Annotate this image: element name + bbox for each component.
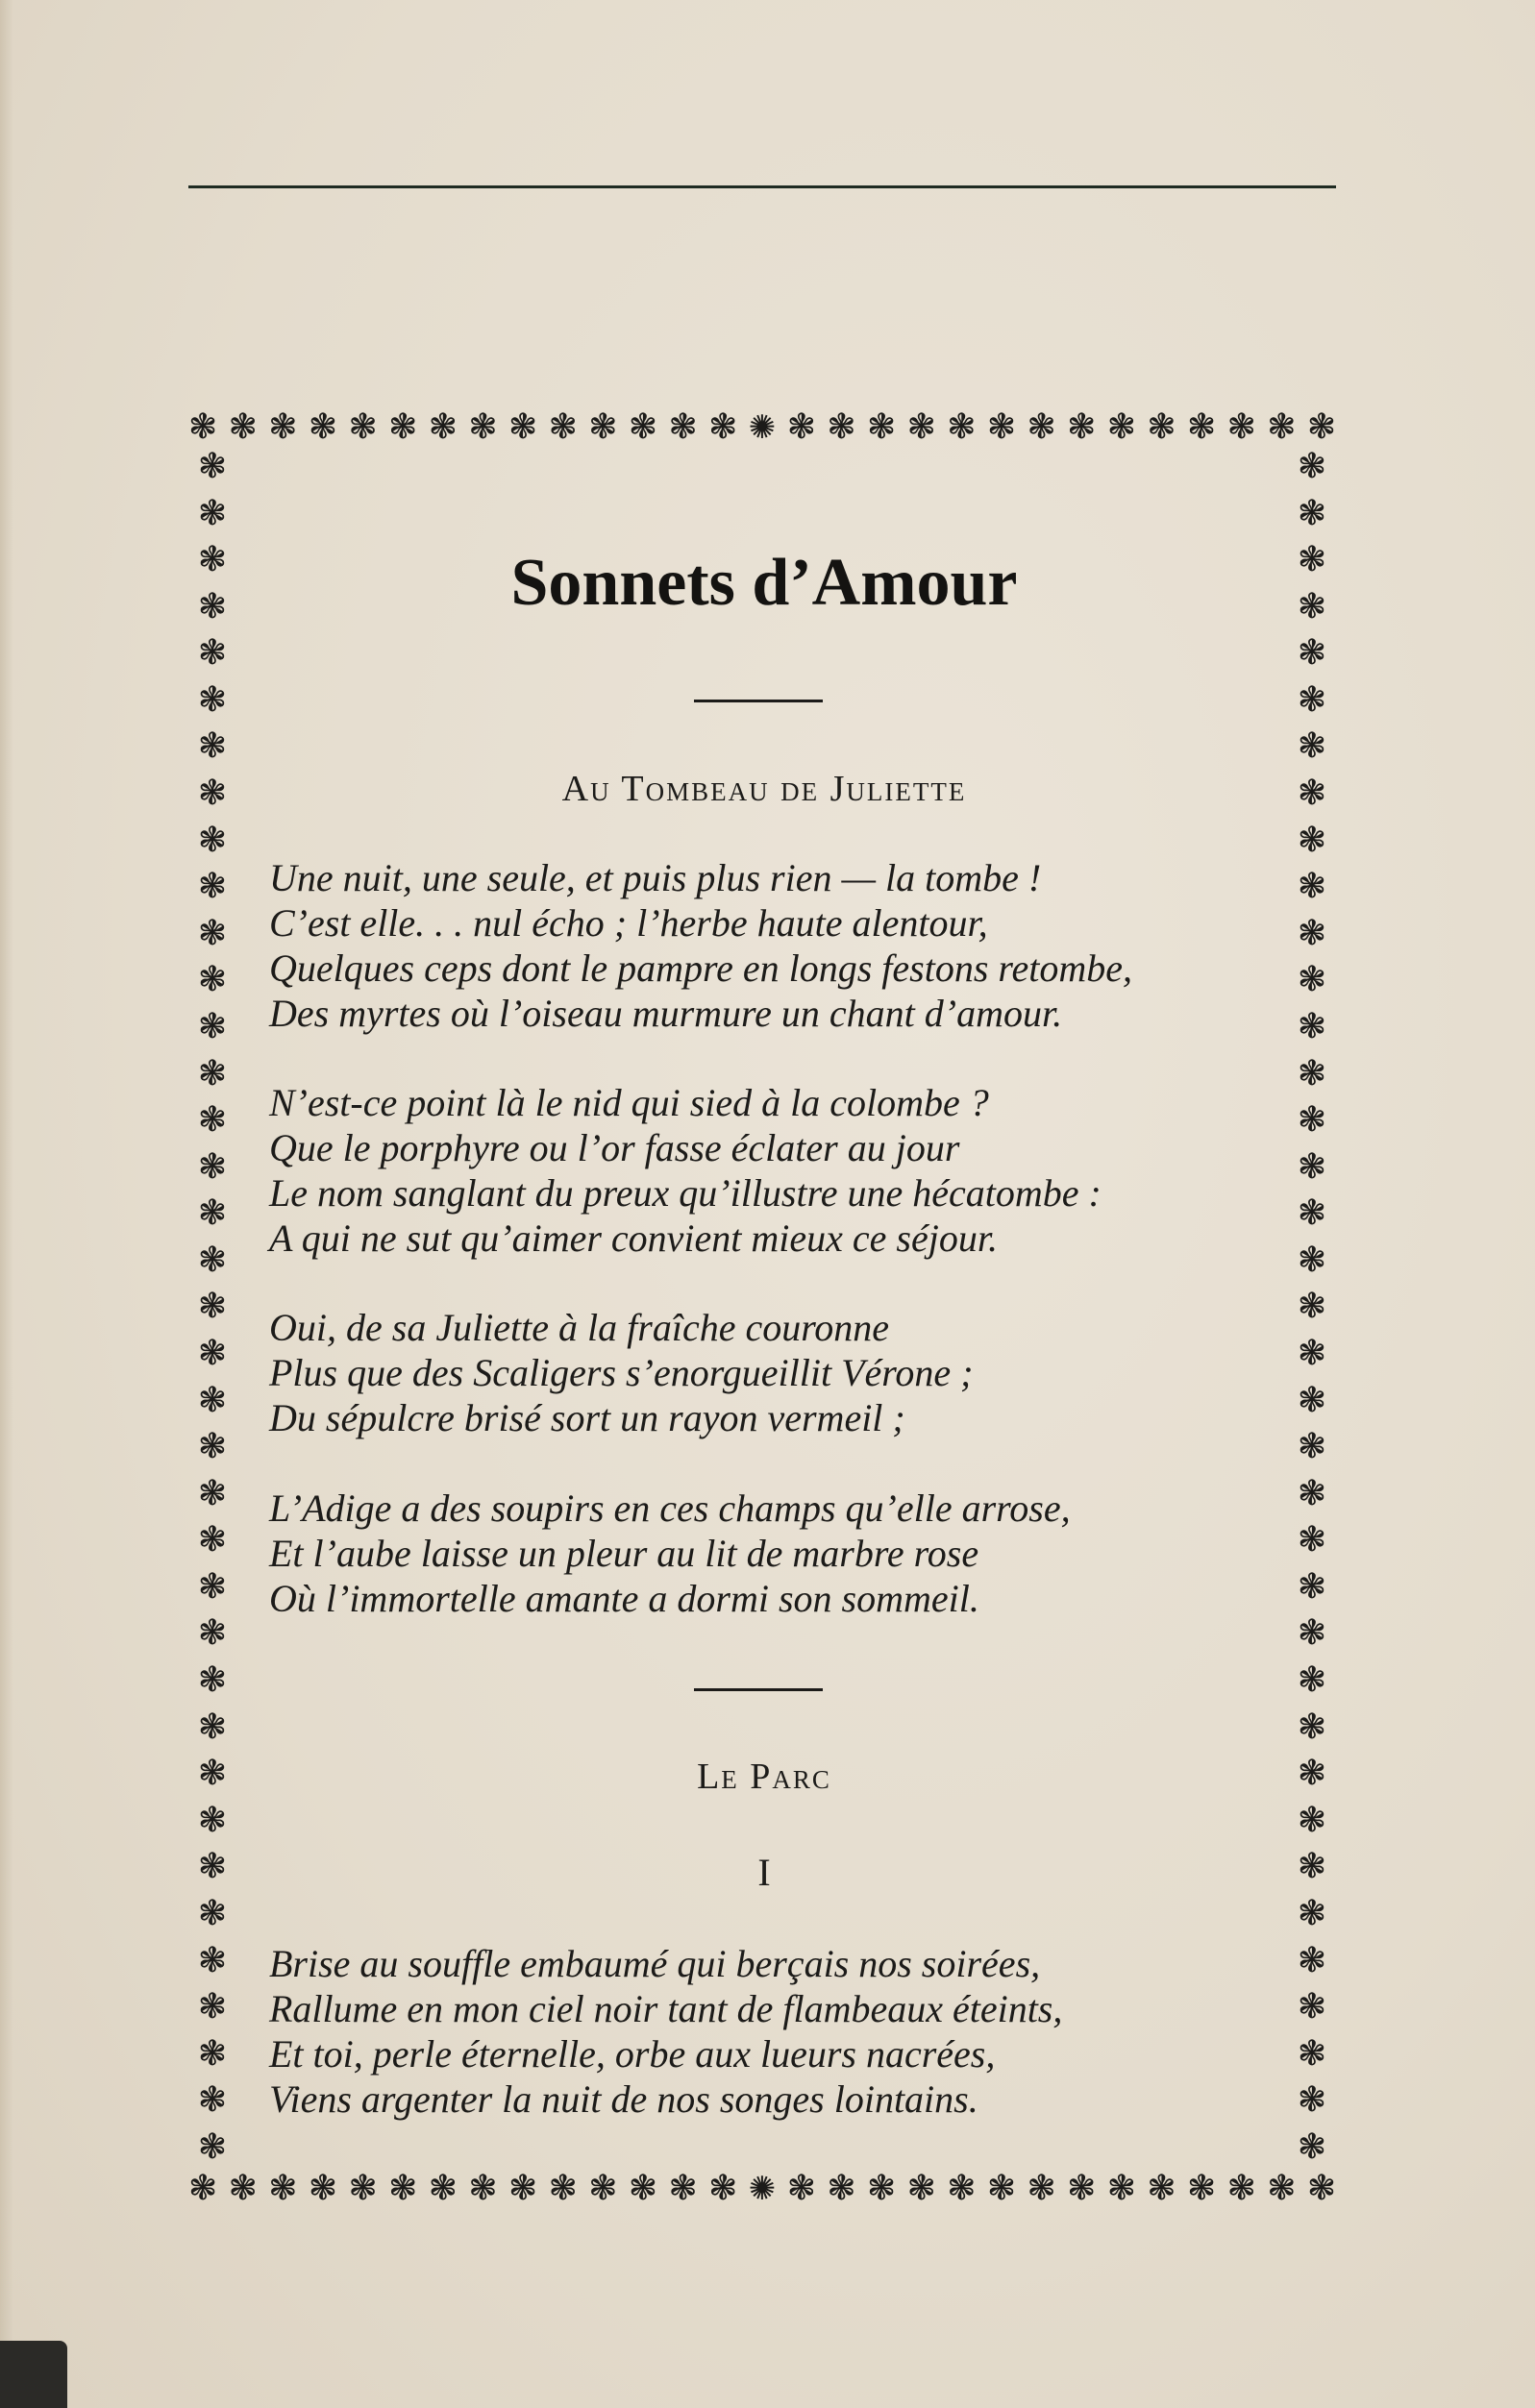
section-heading-tombeau: Au Tombeau de Juliette [561,769,967,809]
fleuron-icon: ❃ [197,679,228,720]
fleuron-icon: ❃ [906,2169,936,2208]
fleuron-icon: ❃ [588,2169,618,2208]
verse-line: A qui ne sut qu’aimer convient mieux ce séjour. [269,1216,998,1260]
fleuron-icon: ❃ [1027,407,1056,447]
fleuron-icon: ❃ [197,820,228,860]
fleuron-icon: ❃ [197,1800,228,1840]
fleuron-icon: ❃ [1297,586,1327,627]
sonnet-stanza-1 [269,855,1259,1036]
fleuron-icon: ❃ [197,867,228,907]
fleuron-icon: ❃ [1186,407,1217,447]
fleuron-icon: ❃ [197,1893,228,1933]
fleuron-icon: ❃ [197,447,228,486]
ornament-border-top [188,404,1336,452]
fleuron-icon: ❃ [1297,1754,1327,1794]
fleuron-icon: ❃ [1226,407,1256,447]
fleuron-icon: ❃ [188,407,218,447]
fleuron-icon: ❃ [197,1987,228,2027]
fleuron-icon: ❃ [1267,407,1297,447]
sonnet-stanza-3 [269,1305,1259,1440]
fleuron-icon: ❃ [197,493,228,533]
fleuron-icon: ❃ [628,2169,658,2208]
verse-line: Que le porphyre ou l’or fasse éclater au jour [269,1126,960,1169]
fleuron-icon: ❃ [197,1940,228,1980]
verse-line: Et toi, perle éternelle, orbe aux lueurs nacrées, [269,2032,996,2076]
fleuron-icon: ❃ [786,2169,816,2208]
fleuron-icon: ❃ [1297,447,1327,486]
fleuron-icon: ❃ [388,407,418,447]
star-icon: ✺ [748,2170,777,2208]
fleuron-icon: ❃ [1297,1520,1327,1560]
verse-line: L’Adige a des soupirs en ces champs qu’elle arrose, [269,1487,1071,1530]
fleuron-icon: ❃ [1186,2169,1217,2208]
fleuron-icon: ❃ [1297,493,1327,533]
fleuron-icon: ❃ [197,774,228,814]
fleuron-icon: ❃ [1297,1847,1327,1887]
verse-line: Du sépulcre brisé sort un rayon vermeil ; [269,1396,905,1439]
page-edge-shadow [0,0,13,2408]
fleuron-icon: ❃ [197,913,228,953]
fleuron-icon: ❃ [1297,1427,1327,1467]
fleuron-icon: ❃ [197,1660,228,1701]
fleuron-icon: ❃ [197,540,228,580]
fleuron-icon: ❃ [228,407,258,447]
fleuron-icon: ❃ [986,2169,1016,2208]
fleuron-icon: ❃ [228,2169,258,2208]
fleuron-icon: ❃ [348,2169,378,2208]
fleuron-icon: ❃ [866,407,897,447]
fleuron-icon: ❃ [1067,407,1097,447]
fleuron-icon: ❃ [1297,1987,1327,2027]
fleuron-icon: ❃ [1297,1006,1327,1046]
fleuron-icon: ❃ [197,726,228,767]
fleuron-icon: ❃ [1297,2126,1327,2167]
sonnet-stanza-2 [269,1080,1259,1261]
fleuron-icon: ❃ [986,407,1016,447]
fleuron-icon: ❃ [197,1754,228,1794]
ornament-border-bottom [188,2165,1336,2213]
fleuron-icon: ❃ [1297,726,1327,767]
fleuron-icon: ❃ [866,2169,897,2208]
fleuron-icon: ❃ [1297,1380,1327,1420]
fleuron-icon: ❃ [1106,407,1136,447]
fleuron-icon: ❃ [197,1566,228,1607]
verse-line: Rallume en mon ciel noir tant de flambeaux éteints, [269,1987,1063,2030]
fleuron-icon: ❃ [308,2169,338,2208]
section-divider [694,1688,823,1691]
parc-stanza-1 [269,1941,1259,2122]
fleuron-icon: ❃ [786,407,816,447]
verse-line: Quelques ceps dont le pampre en longs festons retombe, [269,946,1132,990]
fleuron-icon: ❃ [1067,2169,1097,2208]
fleuron-icon: ❃ [197,2080,228,2121]
fleuron-icon: ❃ [1297,1287,1327,1327]
page-title: Sonnets d’Amour [510,546,1018,620]
fleuron-icon: ❃ [1297,1800,1327,1840]
fleuron-icon: ❃ [1297,1940,1327,1980]
verse-line: Une nuit, une seule, et puis plus rien — la tombe ! [269,856,1042,899]
verse-line: Des myrtes où l’oiseau murmure un chant d’amour. [269,992,1063,1035]
fleuron-icon: ❃ [548,407,578,447]
fleuron-icon: ❃ [348,407,378,447]
fleuron-icon: ❃ [308,407,338,447]
section-heading-parc: Le Parc [697,1757,831,1797]
fleuron-icon: ❃ [197,1707,228,1747]
fleuron-icon: ❃ [1297,820,1327,860]
fleuron-icon: ❃ [1226,2169,1256,2208]
fleuron-icon: ❃ [1297,913,1327,953]
fleuron-icon: ❃ [197,633,228,674]
fleuron-icon: ❃ [1297,540,1327,580]
fleuron-icon: ❃ [188,2169,218,2208]
fleuron-icon: ❃ [947,407,977,447]
verse-line: C’est elle. . . nul écho ; l’herbe haute alentour, [269,901,988,945]
fleuron-icon: ❃ [197,2033,228,2074]
ornament-border-right [1288,447,1336,2167]
verse-line: Viens argenter la nuit de nos songes lointains. [269,2077,978,2121]
fleuron-icon: ❃ [827,407,856,447]
fleuron-icon: ❃ [197,1333,228,1373]
fleuron-icon: ❃ [708,407,738,447]
fleuron-icon: ❃ [197,2126,228,2167]
fleuron-icon: ❃ [827,2169,856,2208]
fleuron-icon: ❃ [1297,774,1327,814]
fleuron-icon: ❃ [428,2169,458,2208]
fleuron-icon: ❃ [1297,679,1327,720]
fleuron-icon: ❃ [1147,2169,1176,2208]
fleuron-icon: ❃ [1297,1566,1327,1607]
fleuron-icon: ❃ [388,2169,418,2208]
fleuron-icon: ❃ [197,586,228,627]
page-corner-shadow [0,2341,67,2408]
fleuron-icon: ❃ [197,1053,228,1093]
fleuron-icon: ❃ [197,1240,228,1280]
fleuron-icon: ❃ [628,407,658,447]
fleuron-icon: ❃ [268,407,298,447]
fleuron-icon: ❃ [468,2169,498,2208]
fleuron-icon: ❃ [1306,2169,1336,2208]
fleuron-icon: ❃ [668,2169,698,2208]
fleuron-icon: ❃ [197,1287,228,1327]
fleuron-icon: ❃ [1306,407,1336,447]
fleuron-icon: ❃ [1297,867,1327,907]
verse-line: N’est-ce point là le nid qui sied à la colombe ? [269,1081,989,1124]
fleuron-icon: ❃ [197,960,228,1000]
fleuron-icon: ❃ [197,1473,228,1513]
fleuron-icon: ❃ [197,1100,228,1141]
fleuron-icon: ❃ [1297,1146,1327,1187]
fleuron-icon: ❃ [1147,407,1176,447]
fleuron-icon: ❃ [197,1146,228,1187]
fleuron-icon: ❃ [508,2169,538,2208]
fleuron-icon: ❃ [947,2169,977,2208]
fleuron-icon: ❃ [1297,2080,1327,2121]
fleuron-icon: ❃ [197,1613,228,1654]
fleuron-icon: ❃ [1297,2033,1327,2074]
fleuron-icon: ❃ [1297,633,1327,674]
verse-line: Oui, de sa Juliette à la fraîche couronne [269,1306,890,1349]
fleuron-icon: ❃ [1267,2169,1297,2208]
fleuron-icon: ❃ [1297,1473,1327,1513]
fleuron-icon: ❃ [708,2169,738,2208]
verse-line: Brise au souffle embaumé qui berçais nos soirées, [269,1942,1041,1985]
fleuron-icon: ❃ [1297,1333,1327,1373]
fleuron-icon: ❃ [197,1520,228,1560]
fleuron-icon: ❃ [197,1427,228,1467]
title-divider [694,700,823,702]
fleuron-icon: ❃ [197,1380,228,1420]
poem-numeral: I [757,1851,771,1894]
fleuron-icon: ❃ [1297,1240,1327,1280]
fleuron-icon: ❃ [1027,2169,1056,2208]
fleuron-icon: ❃ [1297,1893,1327,1933]
fleuron-icon: ❃ [268,2169,298,2208]
fleuron-icon: ❃ [468,407,498,447]
fleuron-icon: ❃ [197,1006,228,1046]
fleuron-icon: ❃ [197,1847,228,1887]
fleuron-icon: ❃ [508,407,538,447]
fleuron-icon: ❃ [588,407,618,447]
fleuron-icon: ❃ [1297,1193,1327,1234]
verse-line: Où l’immortelle amante a dormi son sommeil. [269,1577,979,1620]
sonnet-stanza-4 [269,1486,1259,1621]
fleuron-icon: ❃ [428,407,458,447]
fleuron-icon: ❃ [1297,1660,1327,1701]
fleuron-icon: ❃ [1297,960,1327,1000]
fleuron-icon: ❃ [548,2169,578,2208]
fleuron-icon: ❃ [1297,1707,1327,1747]
top-rule [188,185,1336,188]
fleuron-icon: ❃ [906,407,936,447]
fleuron-icon: ❃ [1297,1613,1327,1654]
verse-line: Le nom sanglant du preux qu’illustre une hécatombe : [269,1171,1102,1215]
fleuron-icon: ❃ [1106,2169,1136,2208]
ornament-border-left [188,447,236,2167]
fleuron-icon: ❃ [1297,1100,1327,1141]
verse-line: Plus que des Scaligers s’enorgueillit Vérone ; [269,1351,974,1394]
fleuron-icon: ❃ [197,1193,228,1234]
fleuron-icon: ❃ [668,407,698,447]
verse-line: Et l’aube laisse un pleur au lit de marbre rose [269,1532,979,1575]
fleuron-icon: ❃ [1297,1053,1327,1093]
star-icon: ✺ [748,408,777,447]
